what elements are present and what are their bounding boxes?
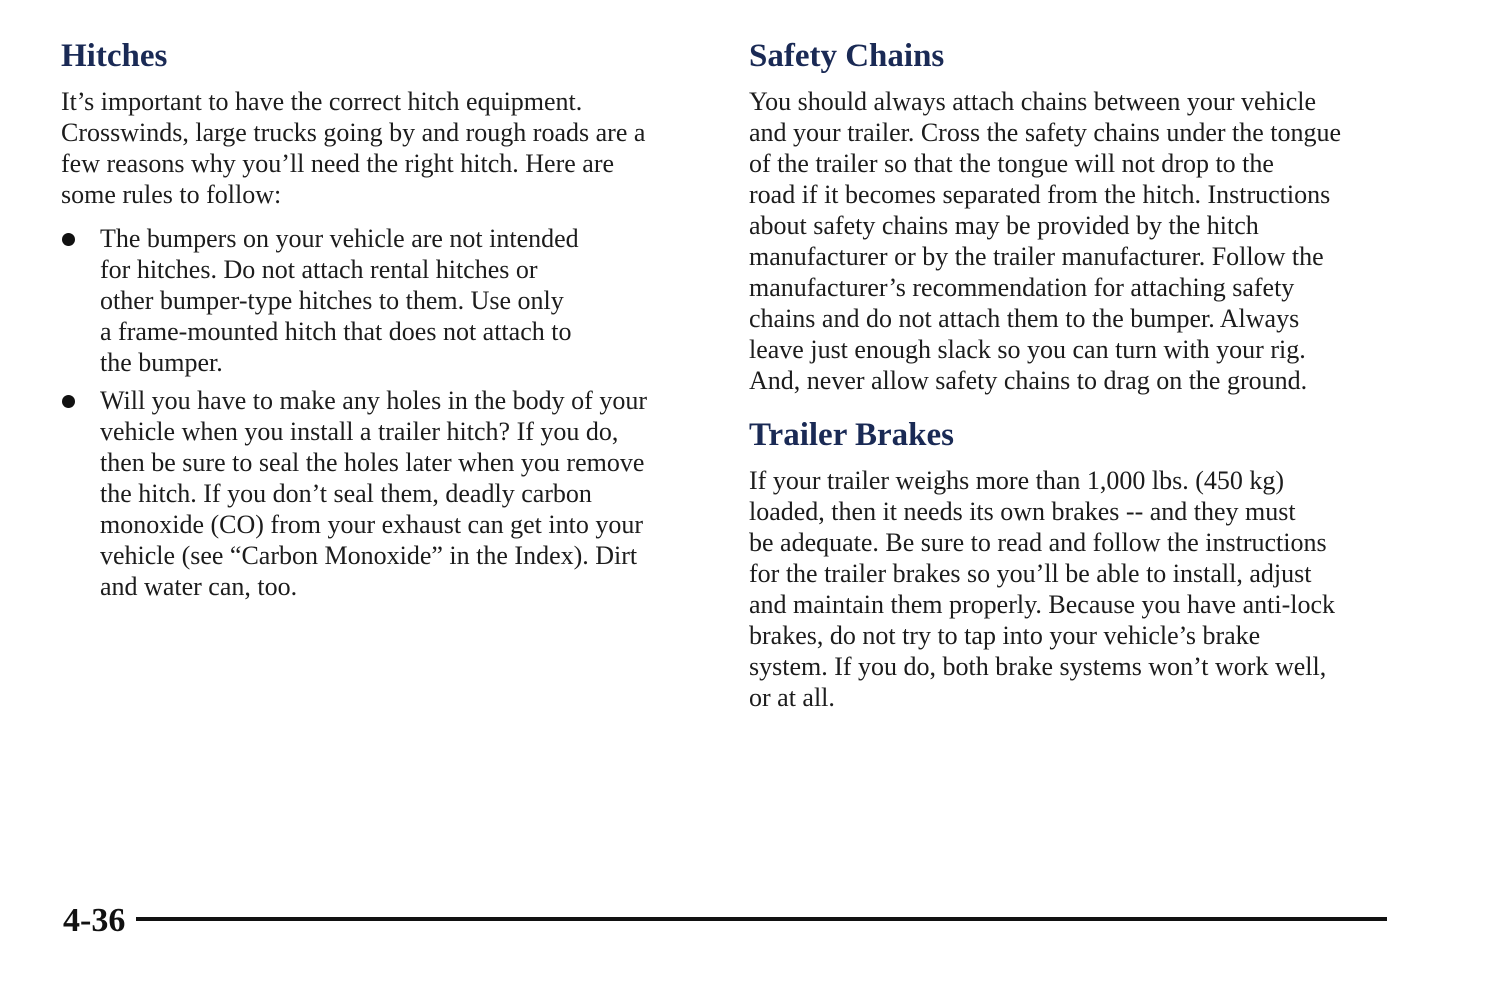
text-line: and your trailer. Cross the safety chains under the tongue — [749, 118, 1342, 147]
text-line: road if it becomes separated from the hitch. Instructions — [749, 180, 1331, 209]
text-line: manufacturer’s recommendation for attaching safety — [749, 273, 1295, 302]
text-line: vehicle when you install a trailer hitch? If you do, — [100, 417, 619, 446]
text-line: And, never allow safety chains to drag on the ground. — [749, 366, 1308, 395]
safety-chains-paragraph — [749, 86, 1429, 396]
text-line: about safety chains may be provided by the hitch — [749, 211, 1259, 240]
text-line: a frame-mounted hitch that does not attach to — [100, 317, 572, 346]
page-number: 4-36 — [63, 902, 126, 939]
text-line: few reasons why you’ll need the right hitch. Here are — [61, 149, 615, 178]
text-line: then be sure to seal the holes later when you remove — [100, 448, 645, 477]
text-line: of the trailer so that the tongue will not drop to the — [749, 149, 1274, 178]
bullet-icon — [62, 233, 75, 246]
footer-divider — [136, 917, 1387, 921]
text-line: monoxide (CO) from your exhaust can get into your — [100, 510, 643, 539]
hitch-rules-list — [61, 223, 711, 602]
text-line: leave just enough slack so you can turn with your rig. — [749, 335, 1306, 364]
safety-chains-heading: Safety Chains — [749, 38, 945, 74]
text-line: some rules to follow: — [61, 180, 282, 209]
list-item — [61, 223, 711, 378]
text-line: for hitches. Do not attach rental hitches or — [100, 255, 538, 284]
hitches-heading: Hitches — [61, 38, 168, 74]
bullet-icon — [62, 395, 75, 408]
text-line: The bumpers on your vehicle are not intended — [100, 224, 579, 253]
text-line: other bumper-type hitches to them. Use only — [100, 286, 564, 315]
right-column — [749, 36, 1429, 713]
text-line: and water can, too. — [100, 572, 298, 601]
text-line: the hitch. If you don’t seal them, deadly carbon — [100, 479, 592, 508]
text-line: loaded, then it needs its own brakes -- and they must — [749, 497, 1296, 526]
left-column — [61, 36, 711, 609]
text-line: the bumper. — [100, 348, 223, 377]
text-line: for the trailer brakes so you’ll be able to install, adjust — [749, 559, 1312, 588]
text-line: If your trailer weighs more than 1,000 lbs. (450 kg) — [749, 466, 1285, 495]
list-item — [61, 385, 711, 602]
text-line: You should always attach chains between your vehicle — [749, 87, 1317, 116]
text-line: be adequate. Be sure to read and follow the instructions — [749, 528, 1327, 557]
text-line: Crosswinds, large trucks going by and rough roads are a — [61, 118, 646, 147]
page-footer — [63, 898, 1387, 942]
text-line: Will you have to make any holes in the body of your — [100, 386, 648, 415]
trailer-brakes-heading: Trailer Brakes — [749, 417, 954, 453]
trailer-brakes-paragraph — [749, 465, 1429, 713]
text-line: chains and do not attach them to the bumper. Always — [749, 304, 1300, 333]
hitches-intro — [61, 86, 711, 210]
text-line: and maintain them properly. Because you have anti-lock — [749, 590, 1336, 619]
text-line: It’s important to have the correct hitch equipment. — [61, 87, 583, 116]
text-line: system. If you do, both brake systems won’t work well, — [749, 652, 1327, 681]
text-line: vehicle (see “Carbon Monoxide” in the Index). Dirt — [100, 541, 638, 570]
text-line: manufacturer or by the trailer manufacturer. Follow the — [749, 242, 1324, 271]
text-line: brakes, do not try to tap into your vehicle’s brake — [749, 621, 1261, 650]
text-line: or at all. — [749, 683, 835, 712]
